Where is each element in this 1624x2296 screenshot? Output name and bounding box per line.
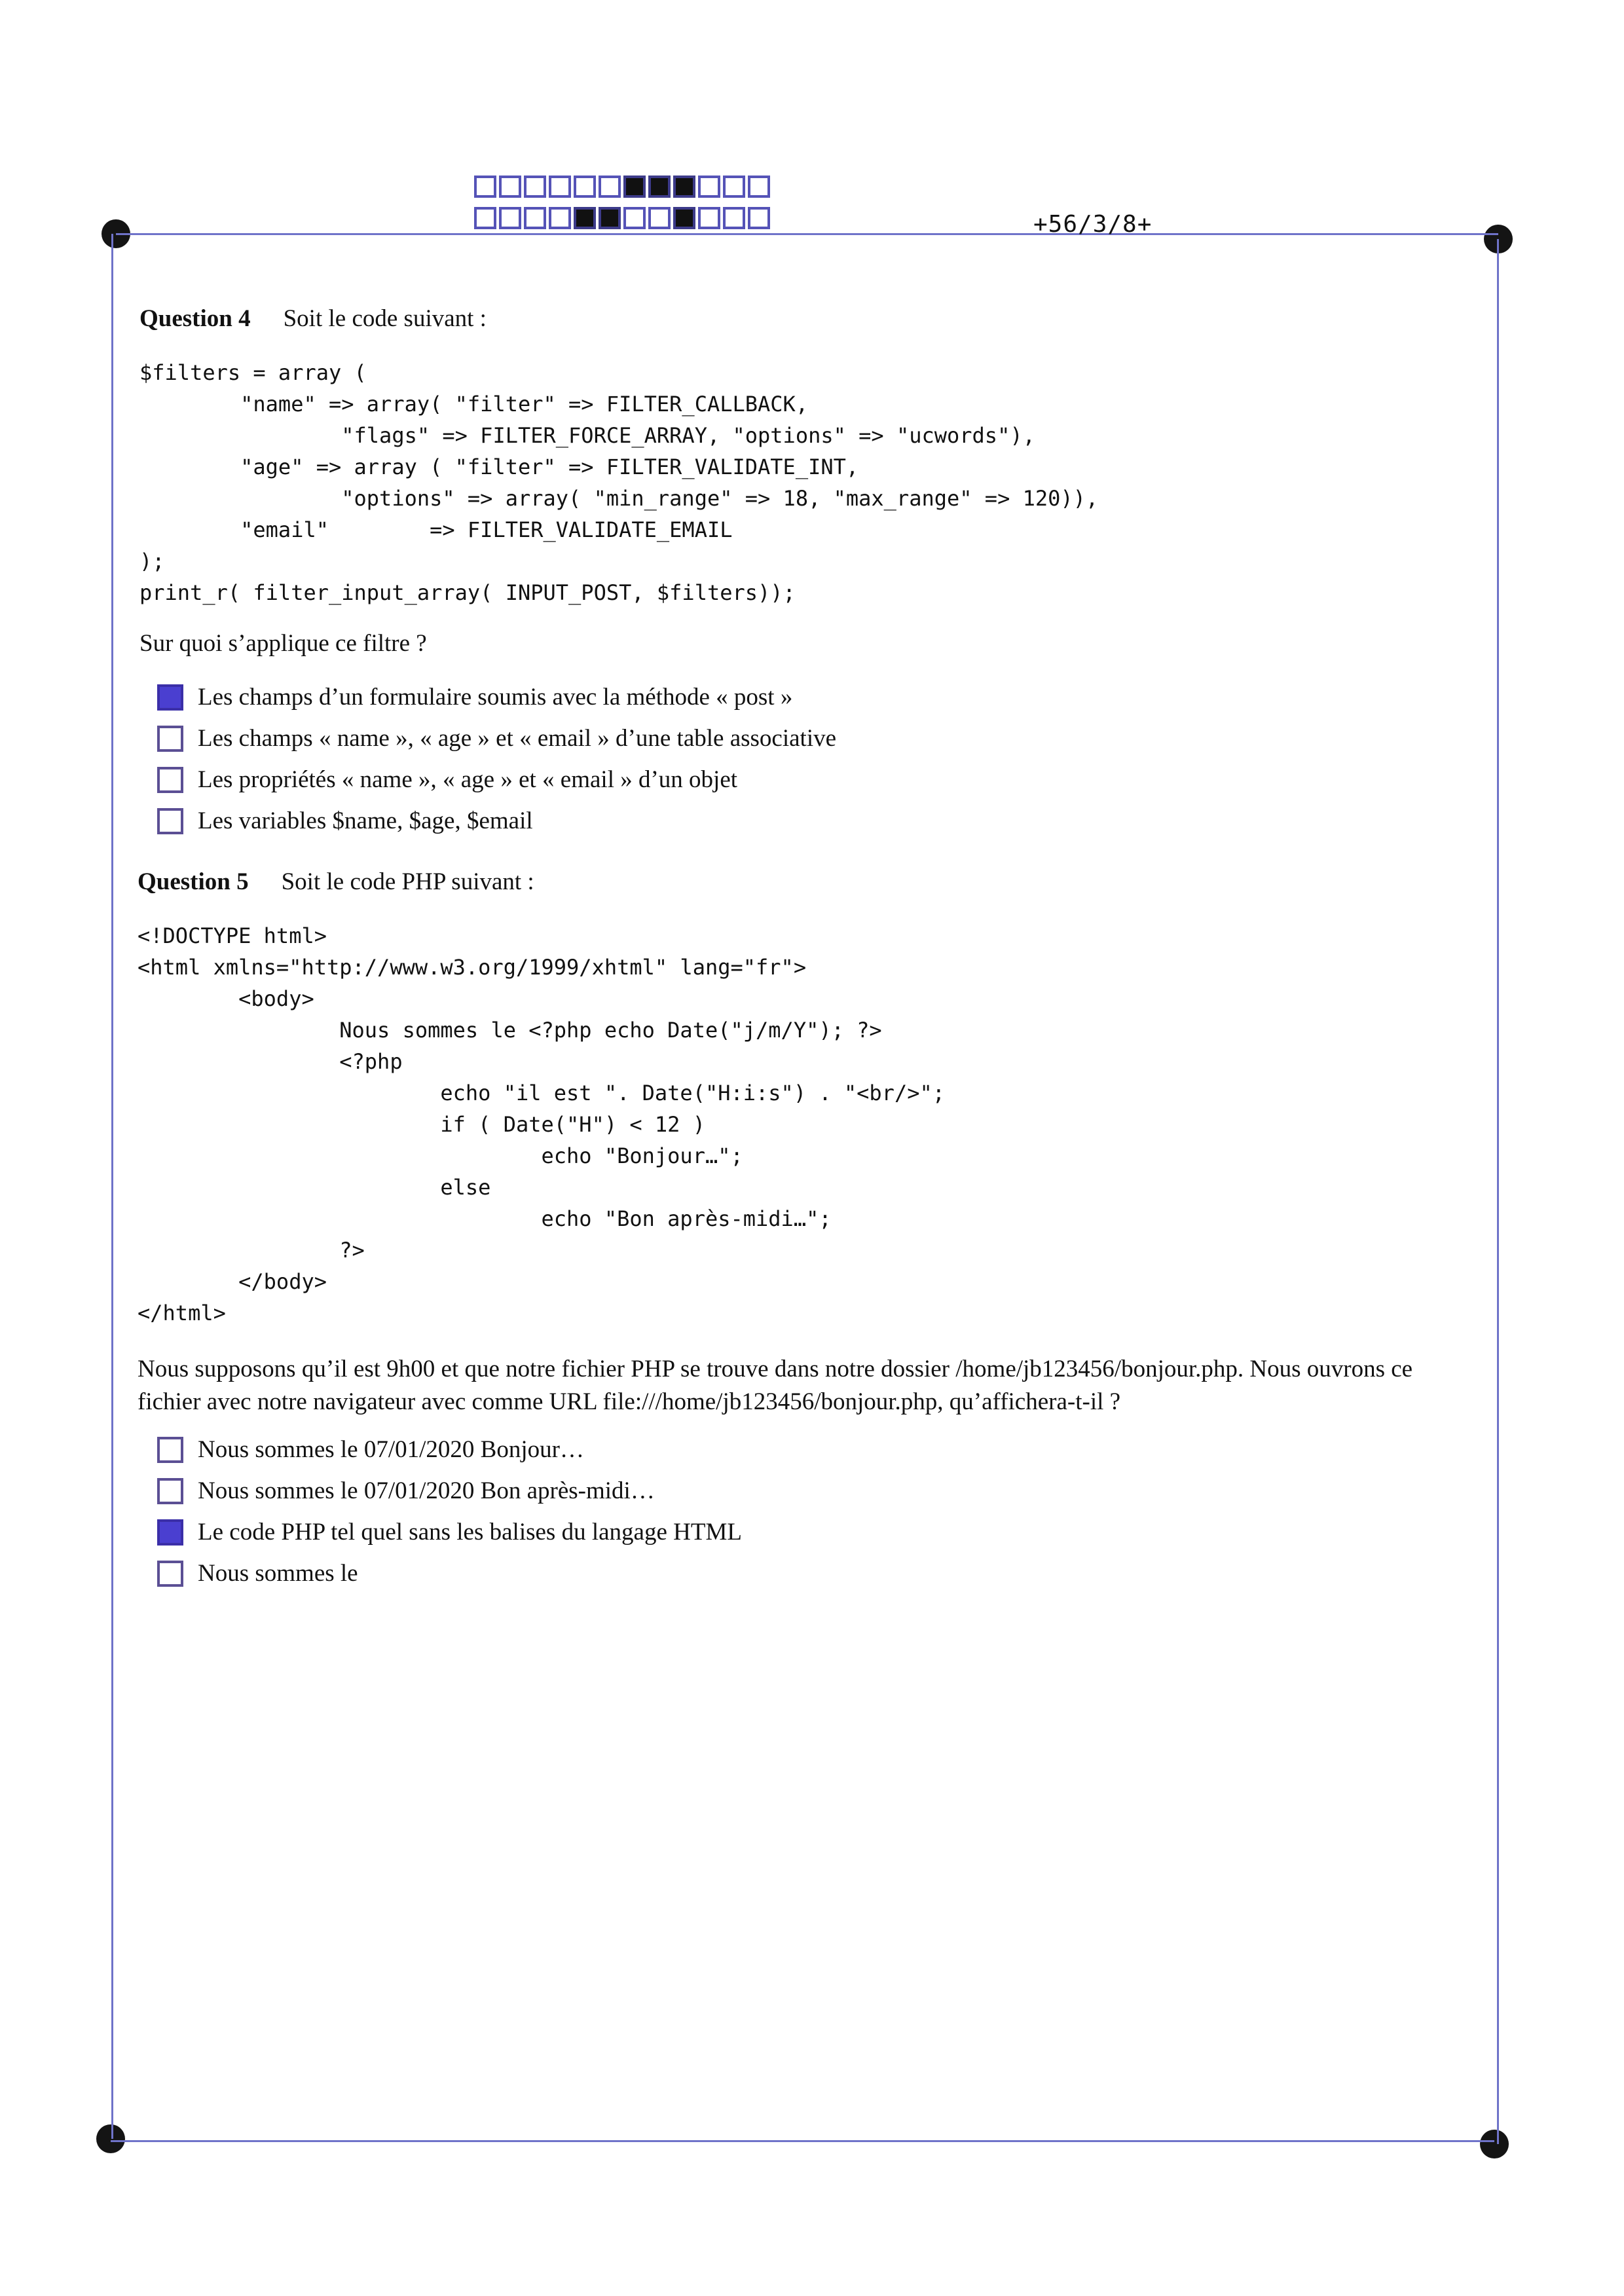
code-cell — [648, 176, 671, 198]
code-cell — [623, 176, 646, 198]
answer-text: Nous sommes le 07/01/2020 Bon après-midi… — [198, 1477, 655, 1504]
answer-checkbox[interactable] — [157, 1437, 183, 1463]
corner-mark-bottom-left — [96, 2124, 125, 2153]
answer-checkbox[interactable] — [157, 808, 183, 834]
question-4-code: $filters = array ( "name" => array( "filter" => FILTER_CALLBACK, "flags" => FILTER_FORCE_ARRAY, "options" => "ucwords"), "age" => array ( "filter" => FILTER_VALIDATE_INT, "options" => array( "min_range" => 18, "max_range" => 120)), "email" => FILTER_VALIDATE_EMAIL ); print_r( filter_input_array( INPUT_POST, $filters)); — [139, 360, 1099, 605]
code-cell — [574, 207, 596, 229]
answer-checkbox[interactable] — [157, 684, 183, 711]
code-cell — [474, 207, 496, 229]
answer-text: Les champs « name », « age » et « email » d’une table associative — [198, 725, 837, 752]
code-cell — [748, 176, 770, 198]
question-5-prompt: Nous supposons qu’il est 9h00 et que notre fichier PHP se trouve dans notre dossier /home/jb123456/bonjour.php. Nous ouvrons ce fichier avec notre navigateur avec comme URL file:///home/jb123456/bonjour.php, qu’affichera-t-il ? — [138, 1356, 1413, 1415]
question-5-intro: Soit le code PHP suivant : — [281, 868, 534, 895]
question-4-answer[interactable] — [157, 759, 836, 800]
answer-checkbox[interactable] — [157, 767, 183, 793]
code-cell — [748, 207, 770, 229]
code-cell — [549, 176, 571, 198]
answer-text: Les champs d’un formulaire soumis avec la méthode « post » — [198, 684, 793, 711]
code-cell — [474, 176, 496, 198]
page-code-row-2 — [474, 207, 770, 229]
page-id: +56/3/8+ — [1033, 211, 1153, 238]
question-4-answers — [157, 676, 836, 842]
code-cell — [599, 207, 621, 229]
answer-text: Nous sommes le — [198, 1560, 358, 1587]
page-code-row-1 — [474, 176, 770, 198]
answer-text: Le code PHP tel quel sans les balises du langage HTML — [198, 1519, 742, 1546]
code-cell — [524, 207, 546, 229]
question-4-answer[interactable] — [157, 800, 836, 842]
answer-checkbox[interactable] — [157, 1519, 183, 1546]
code-cell — [499, 207, 521, 229]
frame-right-line — [1497, 239, 1499, 2144]
answer-text: Les variables $name, $age, $email — [198, 807, 533, 834]
question-4-prompt: Sur quoi s’applique ce filtre ? — [139, 630, 427, 657]
frame-top-line — [116, 233, 1498, 235]
frame-bottom-line — [111, 2140, 1494, 2142]
code-cell — [574, 176, 596, 198]
code-cell — [499, 176, 521, 198]
question-4-intro: Soit le code suivant : — [283, 305, 487, 332]
answer-checkbox[interactable] — [157, 726, 183, 752]
code-cell — [723, 176, 745, 198]
code-cell — [623, 207, 646, 229]
question-5-answers — [157, 1429, 742, 1594]
answer-text: Nous sommes le 07/01/2020 Bonjour… — [198, 1436, 584, 1463]
code-cell — [723, 207, 745, 229]
question-5-answer[interactable] — [157, 1511, 742, 1553]
answer-checkbox[interactable] — [157, 1561, 183, 1587]
question-5-code: <!DOCTYPE html> <html xmlns="http://www.w3.org/1999/xhtml" lang="fr"> <body> Nous sommes le <?php echo Date("j/m/Y"); ?> <?php echo "il est ". Date("H:i:s") . "<br/>"; if ( Date("H") < 12 ) echo "Bonjour…"; else echo "Bon après-midi…"; ?> </body> </html> — [138, 923, 945, 1325]
code-cell — [549, 207, 571, 229]
code-cell — [648, 207, 671, 229]
corner-mark-bottom-right — [1480, 2130, 1509, 2158]
code-cell — [599, 176, 621, 198]
question-5-label: Question 5 — [138, 868, 249, 895]
code-cell — [698, 207, 720, 229]
code-cell — [524, 176, 546, 198]
question-4-label: Question 4 — [139, 305, 251, 332]
code-cell — [673, 207, 695, 229]
question-5-heading — [138, 868, 534, 896]
question-4-answer[interactable] — [157, 718, 836, 759]
question-5-answer[interactable] — [157, 1470, 742, 1511]
frame-left-line — [111, 234, 113, 2139]
question-4-answer[interactable] — [157, 676, 836, 718]
question-5-answer[interactable] — [157, 1429, 742, 1470]
question-5-answer[interactable] — [157, 1553, 742, 1594]
question-4-heading — [139, 305, 487, 333]
answer-checkbox[interactable] — [157, 1478, 183, 1504]
code-cell — [673, 176, 695, 198]
code-cell — [698, 176, 720, 198]
answer-text: Les propriétés « name », « age » et « email » d’un objet — [198, 766, 738, 793]
